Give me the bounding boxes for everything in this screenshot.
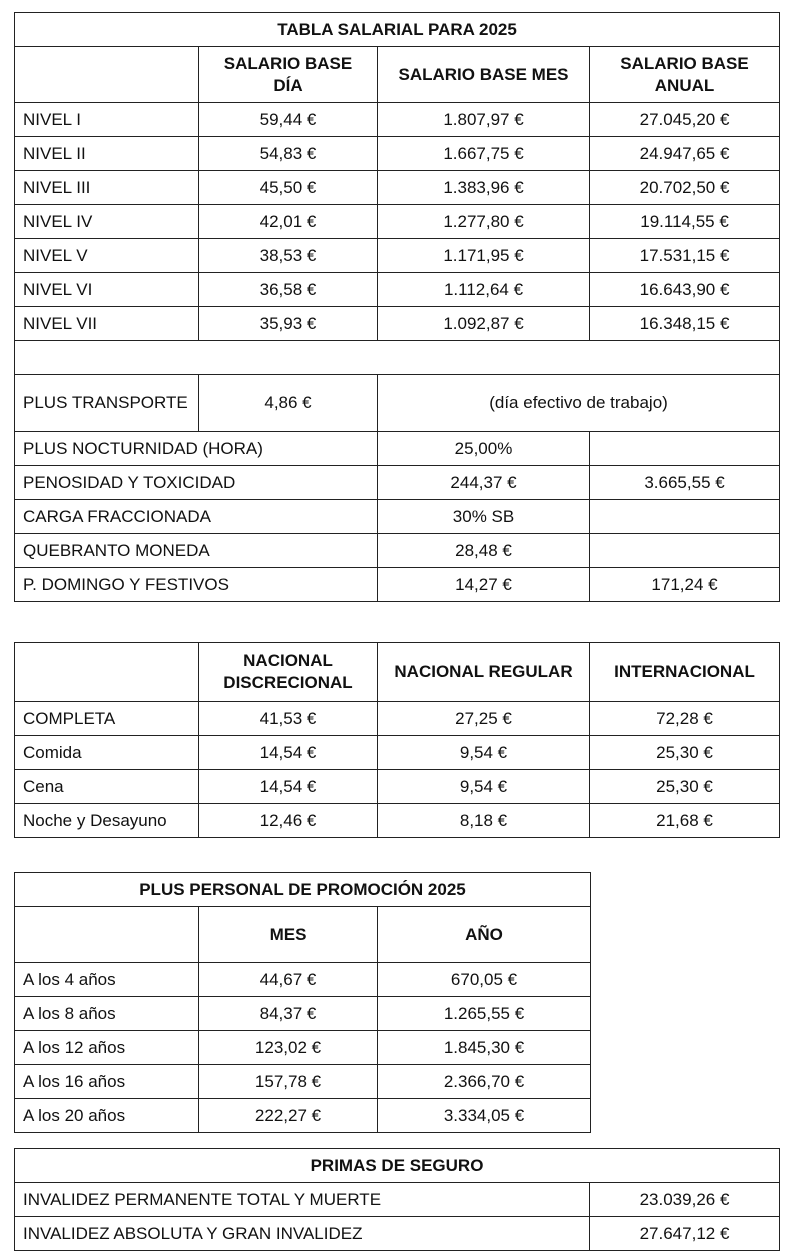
table-row xyxy=(15,736,780,770)
table-title: PLUS PERSONAL DE PROMOCIÓN 2025 xyxy=(15,873,591,907)
value-cell: 20.702,50 € xyxy=(590,171,780,205)
value-cell: 21,68 € xyxy=(590,804,780,838)
value-cell: 9,54 € xyxy=(378,770,590,804)
row-label: NIVEL VII xyxy=(15,307,199,341)
value-cell: 19.114,55 € xyxy=(590,205,780,239)
table-row xyxy=(15,1183,780,1217)
value-cell: 9,54 € xyxy=(378,736,590,770)
table-row xyxy=(15,1031,591,1065)
row-label: NIVEL I xyxy=(15,103,199,137)
column-header: SALARIO BASE MES xyxy=(378,47,590,103)
value-cell: 123,02 € xyxy=(199,1031,378,1065)
table-row xyxy=(15,239,780,273)
table-title: PRIMAS DE SEGURO xyxy=(15,1149,780,1183)
value-cell: 14,54 € xyxy=(199,770,378,804)
value-cell: 16.348,15 € xyxy=(590,307,780,341)
value-cell: 36,58 € xyxy=(199,273,378,307)
value-cell: 27.045,20 € xyxy=(590,103,780,137)
row-label: NIVEL II xyxy=(15,137,199,171)
plus-row xyxy=(15,568,780,602)
plus-row xyxy=(15,500,780,534)
value-cell: 25,30 € xyxy=(590,770,780,804)
value-cell: 12,46 € xyxy=(199,804,378,838)
value-cell: 244,37 € xyxy=(378,466,590,500)
value-cell xyxy=(590,432,780,466)
value-cell: 35,93 € xyxy=(199,307,378,341)
note-cell: (día efectivo de trabajo) xyxy=(378,375,780,432)
insurance-table xyxy=(14,1148,780,1251)
value-cell: 54,83 € xyxy=(199,137,378,171)
value-cell xyxy=(590,534,780,568)
row-label: NIVEL III xyxy=(15,171,199,205)
table-row xyxy=(15,1099,591,1133)
row-label: P. DOMINGO Y FESTIVOS xyxy=(15,568,378,602)
row-label: PENOSIDAD Y TOXICIDAD xyxy=(15,466,378,500)
header-row xyxy=(15,643,780,702)
value-cell: 3.334,05 € xyxy=(378,1099,591,1133)
value-cell: 1.277,80 € xyxy=(378,205,590,239)
value-cell: 1.112,64 € xyxy=(378,273,590,307)
salary_table-title-row xyxy=(15,13,780,47)
value-cell: 1.265,55 € xyxy=(378,997,591,1031)
value-cell: 157,78 € xyxy=(199,1065,378,1099)
column-header: SALARIO BASE DÍA xyxy=(199,47,378,103)
value-cell: 1.667,75 € xyxy=(378,137,590,171)
value-cell: 1.171,95 € xyxy=(378,239,590,273)
value-cell: 42,01 € xyxy=(199,205,378,239)
table-title: TABLA SALARIAL PARA 2025 xyxy=(15,13,780,47)
blank-row-cell xyxy=(15,341,780,375)
column-header: AÑO xyxy=(378,907,591,963)
value-cell: 222,27 € xyxy=(199,1099,378,1133)
value-cell xyxy=(590,500,780,534)
value-cell: 38,53 € xyxy=(199,239,378,273)
row-label: QUEBRANTO MONEDA xyxy=(15,534,378,568)
row-label: CARGA FRACCIONADA xyxy=(15,500,378,534)
row-label: A los 8 años xyxy=(15,997,199,1031)
column-header xyxy=(15,47,199,103)
value-cell: 2.366,70 € xyxy=(378,1065,591,1099)
plus-row xyxy=(15,534,780,568)
transport-row xyxy=(15,375,780,432)
value-cell: 27,25 € xyxy=(378,702,590,736)
value-cell: 24.947,65 € xyxy=(590,137,780,171)
value-cell: 1.092,87 € xyxy=(378,307,590,341)
value-cell: 84,37 € xyxy=(199,997,378,1031)
row-label: INVALIDEZ ABSOLUTA Y GRAN INVALIDEZ xyxy=(15,1217,590,1251)
column-header xyxy=(15,643,199,702)
table-row xyxy=(15,103,780,137)
table-row xyxy=(15,137,780,171)
row-label: A los 16 años xyxy=(15,1065,199,1099)
value-cell: 171,24 € xyxy=(590,568,780,602)
value-cell: 59,44 € xyxy=(199,103,378,137)
plus-row xyxy=(15,466,780,500)
row-label: COMPLETA xyxy=(15,702,199,736)
header-row xyxy=(15,47,780,103)
table-row xyxy=(15,1065,591,1099)
value-cell: 72,28 € xyxy=(590,702,780,736)
value-cell: 14,27 € xyxy=(378,568,590,602)
value-cell: 3.665,55 € xyxy=(590,466,780,500)
row-label: PLUS NOCTURNIDAD (HORA) xyxy=(15,432,378,466)
value-cell: 23.039,26 € xyxy=(590,1183,780,1217)
row-label: NIVEL VI xyxy=(15,273,199,307)
row-label: NIVEL IV xyxy=(15,205,199,239)
table-row xyxy=(15,171,780,205)
promotion_table-title-row xyxy=(15,873,591,907)
value-cell: 4,86 € xyxy=(199,375,378,432)
column-header xyxy=(15,907,199,963)
blank-row xyxy=(15,341,780,375)
row-label: A los 12 años xyxy=(15,1031,199,1065)
row-label: Cena xyxy=(15,770,199,804)
value-cell: 45,50 € xyxy=(199,171,378,205)
column-header: INTERNACIONAL xyxy=(590,643,780,702)
value-cell: 17.531,15 € xyxy=(590,239,780,273)
column-header: NACIONAL REGULAR xyxy=(378,643,590,702)
value-cell: 14,54 € xyxy=(199,736,378,770)
row-label: Noche y Desayuno xyxy=(15,804,199,838)
diet-table xyxy=(14,642,780,838)
table-row xyxy=(15,307,780,341)
value-cell: 1.807,97 € xyxy=(378,103,590,137)
insurance_table-title-row xyxy=(15,1149,780,1183)
column-header: SALARIO BASE ANUAL xyxy=(590,47,780,103)
table-row xyxy=(15,997,591,1031)
value-cell: 16.643,90 € xyxy=(590,273,780,307)
table-row xyxy=(15,1217,780,1251)
row-label: A los 4 años xyxy=(15,963,199,997)
row-label: INVALIDEZ PERMANENTE TOTAL Y MUERTE xyxy=(15,1183,590,1217)
table-row xyxy=(15,770,780,804)
value-cell: 8,18 € xyxy=(378,804,590,838)
table-row xyxy=(15,205,780,239)
promotion-table xyxy=(14,872,591,1133)
value-cell: 25,00% xyxy=(378,432,590,466)
row-label: A los 20 años xyxy=(15,1099,199,1133)
table-row xyxy=(15,804,780,838)
value-cell: 44,67 € xyxy=(199,963,378,997)
value-cell: 670,05 € xyxy=(378,963,591,997)
value-cell: 27.647,12 € xyxy=(590,1217,780,1251)
row-label: NIVEL V xyxy=(15,239,199,273)
table-row xyxy=(15,273,780,307)
value-cell: 1.845,30 € xyxy=(378,1031,591,1065)
table-row xyxy=(15,963,591,997)
value-cell: 28,48 € xyxy=(378,534,590,568)
column-header: MES xyxy=(199,907,378,963)
plus-row xyxy=(15,432,780,466)
header-row xyxy=(15,907,591,963)
value-cell: 41,53 € xyxy=(199,702,378,736)
row-label: PLUS TRANSPORTE xyxy=(15,375,199,432)
table-row xyxy=(15,702,780,736)
value-cell: 25,30 € xyxy=(590,736,780,770)
row-label: Comida xyxy=(15,736,199,770)
salary-table xyxy=(14,12,780,602)
value-cell: 30% SB xyxy=(378,500,590,534)
column-header: NACIONAL DISCRECIONAL xyxy=(199,643,378,702)
value-cell: 1.383,96 € xyxy=(378,171,590,205)
